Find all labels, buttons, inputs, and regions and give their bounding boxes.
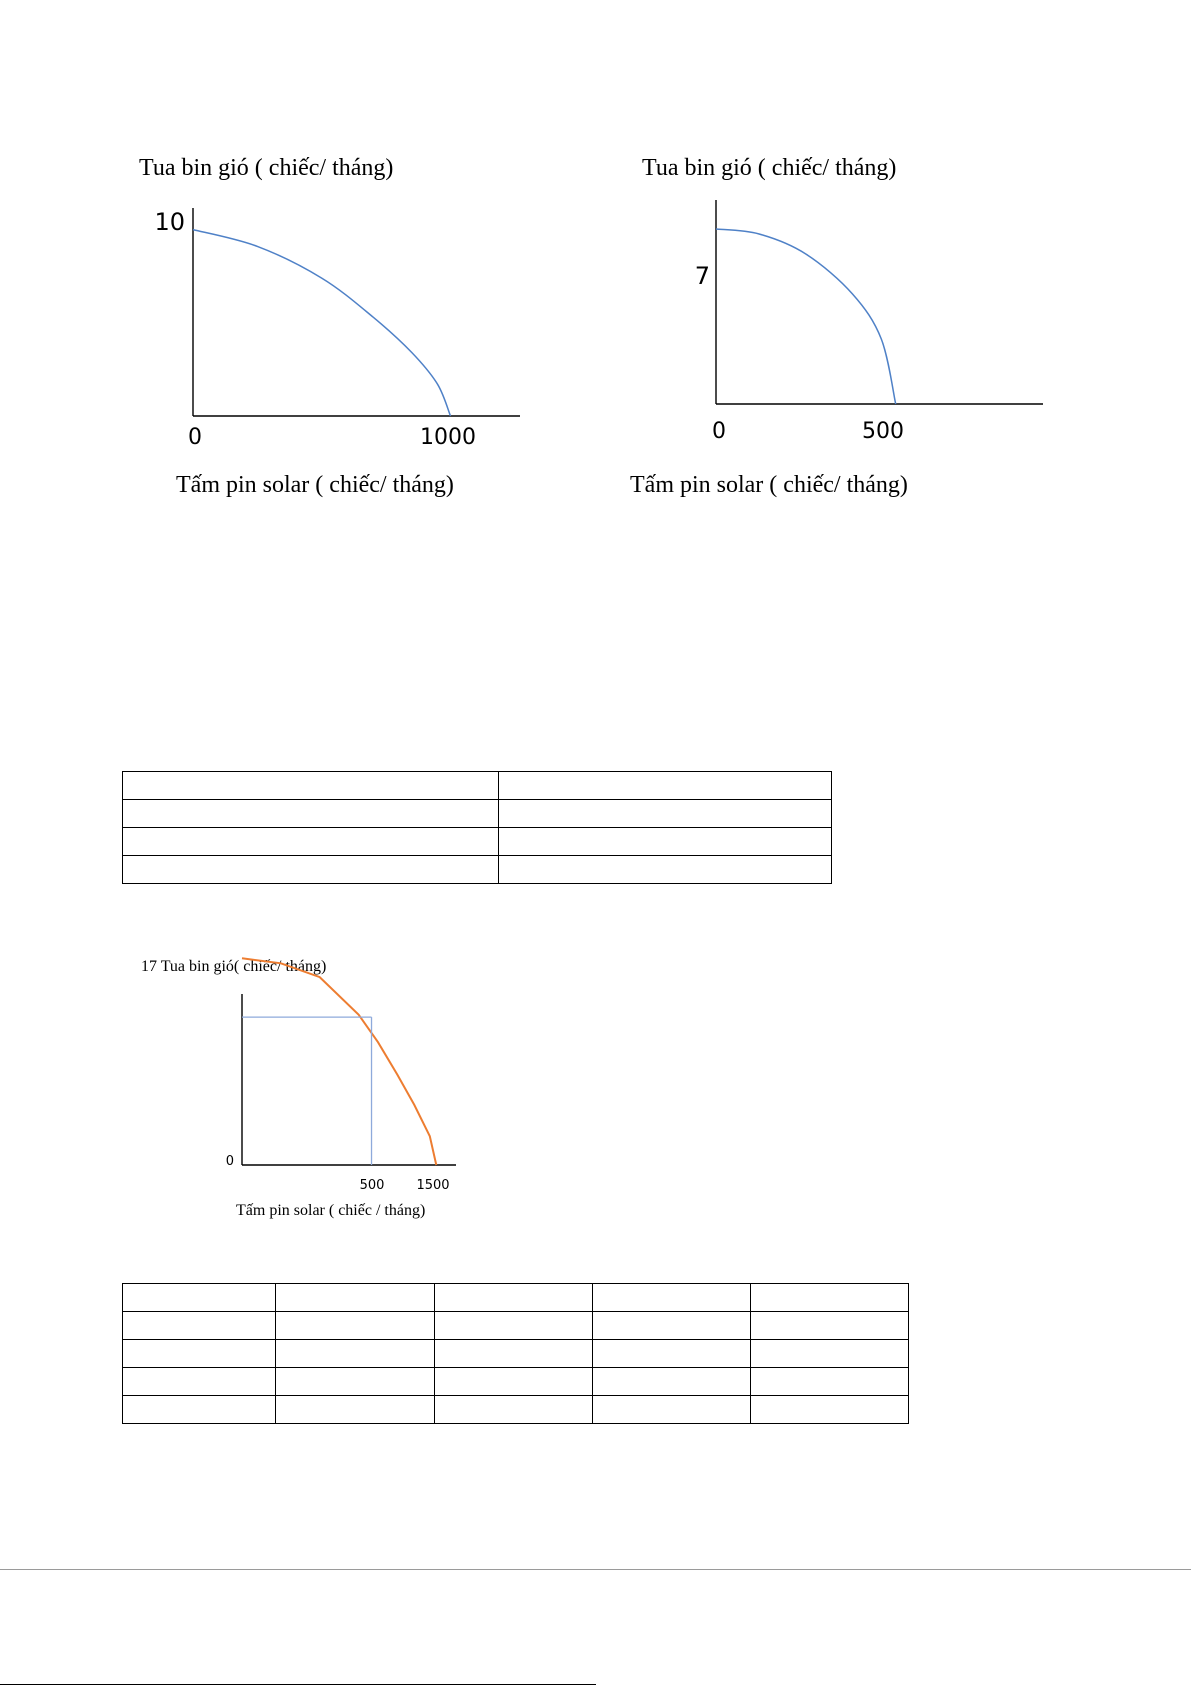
table-cell [276,1368,435,1396]
table-row [123,800,832,828]
chart-title: Tua bin gió ( chiếc/ tháng) [642,155,897,181]
table-cell [593,1312,751,1340]
empty-table-1 [122,771,832,884]
table-row [123,828,832,856]
x-tick-label: 500 [862,419,904,444]
table-cell [123,772,499,800]
table-row [123,772,832,800]
table-row [123,1312,909,1340]
table-cell [593,1340,751,1368]
x-axis-label: Tấm pin solar ( chiếc / tháng) [236,1202,426,1219]
table-cell [593,1368,751,1396]
chart-ppf-2-svg [630,150,1060,510]
table-cell [276,1396,435,1424]
table-cell [593,1284,751,1312]
table-cell [435,1284,593,1312]
table-cell [499,800,832,828]
table-row [123,1396,909,1424]
chart-title: Tua bin gió ( chiếc/ tháng) [139,155,394,181]
table-row [123,1340,909,1368]
x-tick-label: 1000 [420,425,476,450]
x-tick-label: 500 [359,1178,385,1193]
x-tick-label: 1500 [416,1178,450,1193]
table-row [123,856,832,884]
table-cell [123,800,499,828]
table-cell [499,856,832,884]
table-cell [435,1340,593,1368]
table-cell [276,1312,435,1340]
footer-divider [0,1569,1191,1570]
table-cell [123,856,499,884]
x-axis-label: Tấm pin solar ( chiếc/ tháng) [176,472,454,498]
empty-table-2 [122,1283,909,1424]
table-cell [435,1396,593,1424]
y-tick-label: 0 [225,1154,234,1169]
ppf-curve [193,230,451,416]
table-cell [499,828,832,856]
chart-ppf-1 [130,150,530,510]
chart-ppf-3 [140,952,470,1222]
x-tick-label: 0 [188,425,202,450]
y-tick-label: 10 [154,208,185,236]
table-cell [123,828,499,856]
table-cell [751,1396,909,1424]
table-cell [435,1368,593,1396]
table-cell [593,1396,751,1424]
table-cell [751,1284,909,1312]
chart-title: 17 Tua bin gió( chiếc/ tháng) [141,958,327,975]
chart-ppf-3-svg [140,952,470,1222]
table-cell [123,1368,276,1396]
table-cell [123,1396,276,1424]
table-cell [123,1340,276,1368]
chart-ppf-2 [630,150,1060,510]
table-cell [751,1340,909,1368]
x-tick-label: 0 [712,419,726,444]
table-cell [751,1368,909,1396]
x-axis-label: Tấm pin solar ( chiếc/ tháng) [630,472,908,498]
chart-ppf-1-svg [130,150,530,510]
table-cell [751,1312,909,1340]
table-cell [435,1312,593,1340]
y-tick-label: 7 [694,262,710,290]
table-cell [499,772,832,800]
table-cell [123,1312,276,1340]
table-row [123,1284,909,1312]
table-cell [276,1284,435,1312]
table-cell [123,1284,276,1312]
table-row [123,1368,909,1396]
ppf-curve [242,958,436,1165]
table-cell [276,1340,435,1368]
ppf-curve [716,229,896,404]
